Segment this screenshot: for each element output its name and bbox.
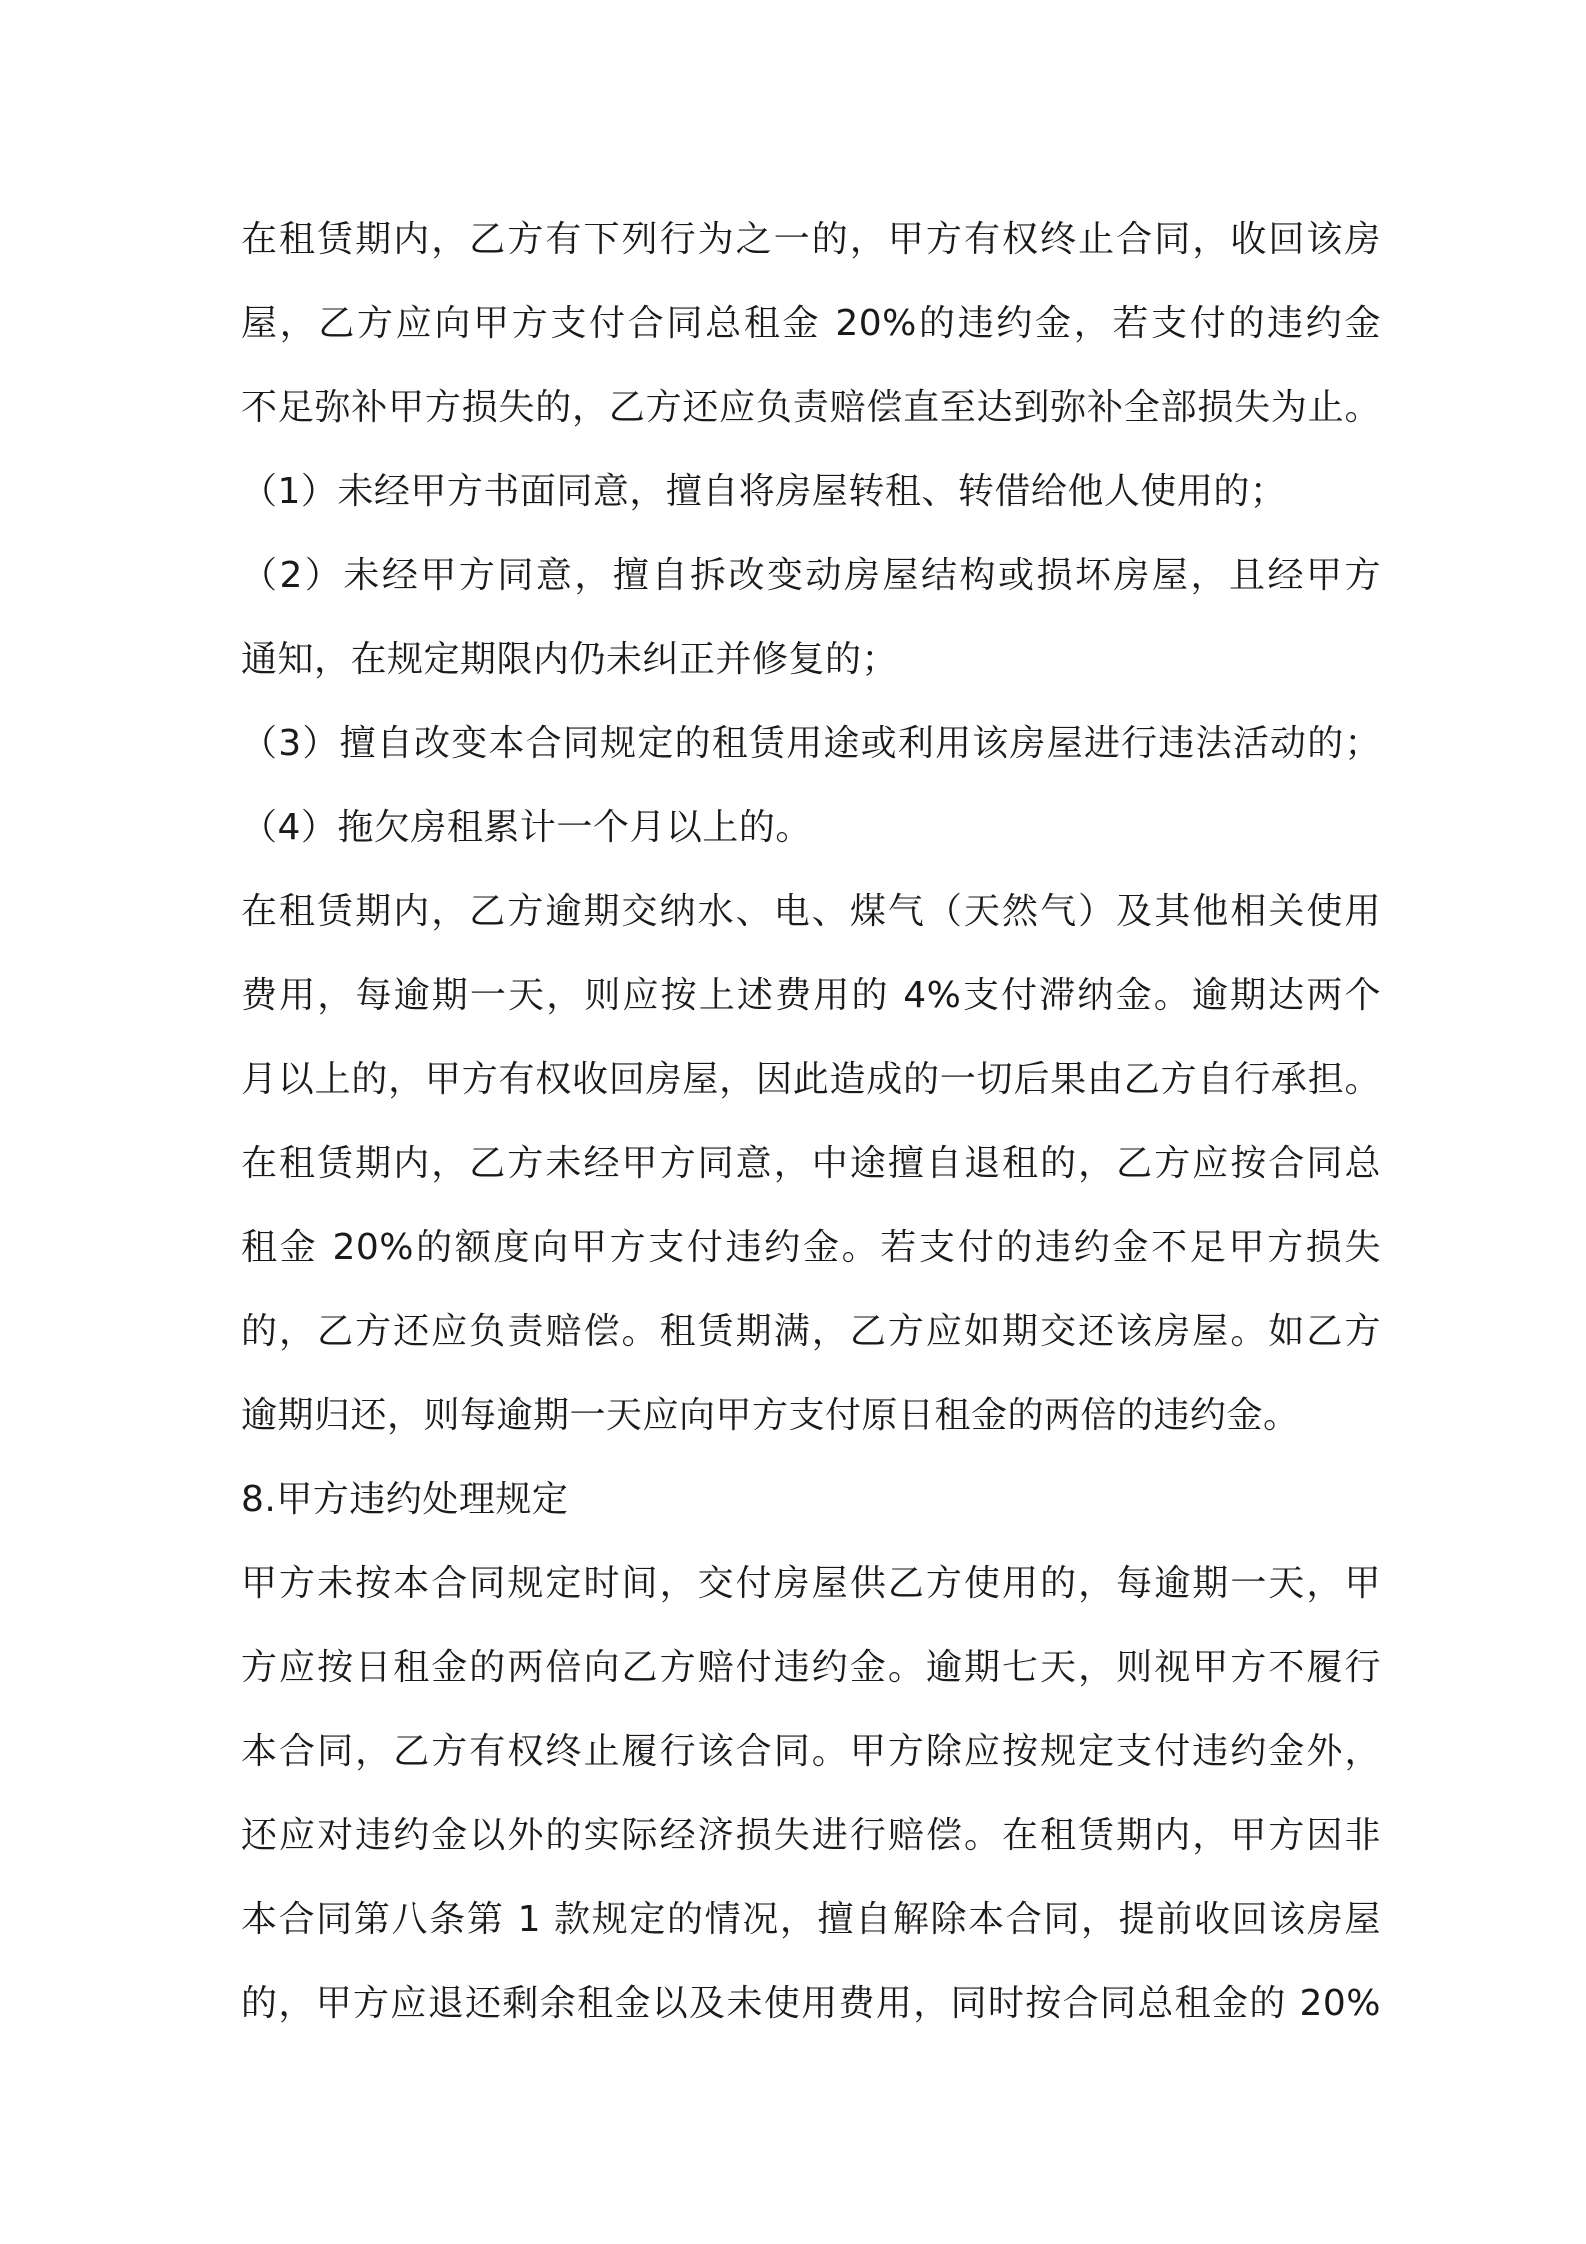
text-line: 通知，在规定期限内仍未纠正并修复的； xyxy=(241,639,899,680)
text-line: 不足弥补甲方损失的，乙方还应负责赔偿直至达到弥补全部损失为止。 xyxy=(241,387,1381,428)
text-line: 租金 20%的额度向甲方支付违约金。若支付的违约金不足甲方损失 xyxy=(241,1227,1381,1268)
text-line: 在租赁期内，乙方未经甲方同意，中途擅自退租的，乙方应按合同总 xyxy=(241,1143,1381,1184)
text-line: 在租赁期内，乙方有下列行为之一的，甲方有权终止合同，收回该房 xyxy=(241,219,1381,260)
text-line: 甲方未按本合同规定时间，交付房屋供乙方使用的，每逾期一天，甲 xyxy=(241,1563,1381,1604)
list-item-1: （1）未经甲方书面同意，擅自将房屋转租、转借给他人使用的； xyxy=(241,471,1287,512)
text-line: 还应对违约金以外的实际经济损失进行赔偿。在租赁期内，甲方因非 xyxy=(241,1815,1381,1856)
text-line: 月以上的，甲方有权收回房屋，因此造成的一切后果由乙方自行承担。 xyxy=(241,1059,1381,1100)
text-line: 的，乙方还应负责赔偿。租赁期满，乙方应如期交还该房屋。如乙方 xyxy=(241,1311,1381,1352)
text-line: 本合同，乙方有权终止履行该合同。甲方除应按规定支付违约金外， xyxy=(241,1731,1381,1772)
text-line: 方应按日租金的两倍向乙方赔付违约金。逾期七天，则视甲方不履行 xyxy=(241,1647,1381,1688)
list-item-4: （4）拖欠房租累计一个月以上的。 xyxy=(241,807,812,848)
document-body xyxy=(241,198,1381,2046)
text-line: 费用，每逾期一天，则应按上述费用的 4%支付滞纳金。逾期达两个 xyxy=(241,975,1381,1016)
section-heading: 8.甲方违约处理规定 xyxy=(241,1479,569,1520)
text-line: 的，甲方应退还剩余租金以及未使用费用，同时按合同总租金的 20% xyxy=(241,1983,1381,2024)
list-item-2: （2）未经甲方同意，擅自拆改变动房屋结构或损坏房屋，且经甲方 xyxy=(241,555,1381,596)
text-line: 本合同第八条第 1 款规定的情况，擅自解除本合同，提前收回该房屋 xyxy=(241,1899,1381,1940)
text-line: 逾期归还，则每逾期一天应向甲方支付原日租金的两倍的违约金。 xyxy=(241,1395,1300,1436)
text-line: 屋，乙方应向甲方支付合同总租金 20%的违约金，若支付的违约金 xyxy=(241,303,1381,344)
text-line: 在租赁期内，乙方逾期交纳水、电、煤气（天然气）及其他相关使用 xyxy=(241,891,1381,932)
list-item-3: （3）擅自改变本合同规定的租赁用途或利用该房屋进行违法活动的； xyxy=(241,723,1381,764)
